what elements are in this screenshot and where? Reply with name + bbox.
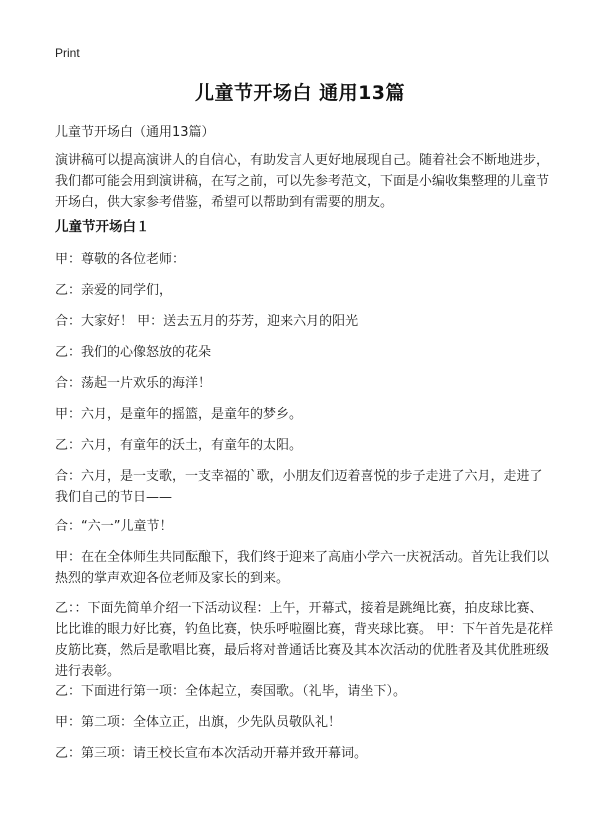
page-title: 儿童节开场白 通用13篇 — [194, 82, 406, 104]
dialogue-line: 乙：六月，有童年的沃土，有童年的太阳。 — [55, 438, 303, 453]
dialogue-line: 乙：：下面先简单介绍一下活动议程：上午，开幕式，接着是跳绳比赛，拍皮球比赛、比比谁的眼力好比赛，钓鱼比赛，快乐呼啦圈比赛，背夹球比赛。 甲：下午首先是花样皮筋比赛，然后是歌唱比赛，最后将对普通话比赛及其本次活动的优胜者及其优胜班级进行表彰。 — [55, 601, 554, 679]
dialogue-line: 乙：下面进行第一项：全体起立，奏国歌。（礼毕，请坐下）。 — [55, 684, 407, 699]
dialogue-line: 合：六月，是一支歌，一支幸福的`歌，小朋友们迈着喜悦的步子走进了六月，走进了我们自己的节日—— — [55, 469, 543, 505]
intro-paragraph: 演讲稿可以提高演讲人的自信心，有助发言人更好地展现自己。随着社会不断地进步，我们都可能会用到演讲稿，在写之前，可以先参考范文，下面是小编收集整理的儿童节开场白，供大家参考借鉴，希望可以帮助到有需要的朋友。 — [55, 153, 550, 210]
dialogue-line: 甲：第二项：全体立正，出旗，少先队员敬队礼！ — [55, 715, 342, 730]
dialogue-line: 乙：第三项：请王校长宣布本次活动开幕并致开幕词。 — [55, 746, 368, 761]
dialogue-line: 乙：亲爱的同学们， — [55, 283, 173, 298]
dialogue-line: 乙：我们的心像怒放的花朵 — [55, 345, 212, 360]
dialogue-line: 甲：尊敬的各位老师： — [55, 252, 186, 267]
dialogue-line: 合：“六一”儿童节！ — [55, 519, 173, 534]
dialogue-line: 甲：在在全体师生共同酝酿下，我们终于迎来了高庙小学六一庆祝活动。首先让我们以热烈的掌声欢迎各位老师及家长的到来。 — [55, 550, 550, 586]
section-heading: 儿童节开场白１ — [55, 219, 150, 235]
dialogue-line: 合：荡起一片欢乐的海洋！ — [55, 376, 212, 391]
document-subtitle: 儿童节开场白（通用13篇） — [55, 125, 215, 140]
dialogue-line: 甲：六月，是童年的摇篮，是童年的梦乡。 — [55, 407, 303, 422]
dialogue-line: 合：大家好！ 甲：送去五月的芬芳，迎来六月的阳光 — [55, 314, 359, 329]
print-label: Print — [55, 46, 80, 60]
